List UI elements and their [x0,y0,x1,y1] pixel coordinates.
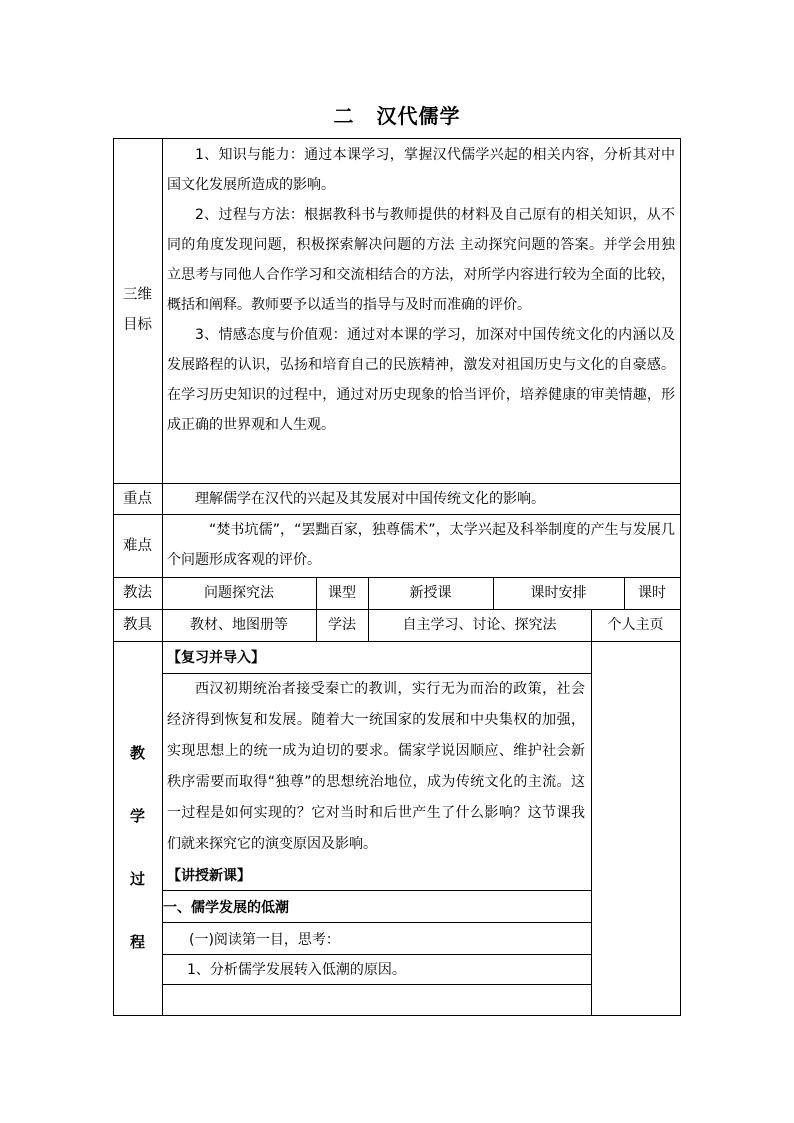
title-text: 汉代儒学 [376,104,461,128]
personal-page-label: 个人主页 [607,617,664,633]
review-text: 西汉初期统治者接受秦亡的教训，实行无为而治的政策，社会经济得到恢复和发展。随着大一统国家的发展和中央集权的加强，实现思想上的统一成为迫切的要求。儒家学说因顺应、维护社会新秩序需要而取得“独尊”的思想统治地位，成为传统文化的主流。这一过程是如何实现的？它对当时和后世产生了什么影响？这节课我们就来探究它的演变原因及影响。 [167,681,585,852]
review-heading: 【复习并导入】 [167,650,265,666]
key-point-label: 重点 [123,491,152,507]
study-method-label: 学法 [328,617,356,633]
process-label: 教 学 过 程 [129,744,145,951]
lesson-type-value: 新授课 [409,585,452,601]
objective-emotion: 3、情感态度与价值观：通过对本课的学习，加深对中国传统文化的内涵以及发展路程的认识，弘扬和培育自己的民族精神，激发对祖国历史与文化的自豪感。在学习历史知识的过程中，通过对历史现象的恰当评价，培养健康的审美情趣，形成正确的世界观和人生观。 [167,327,675,433]
subsection-1: (一)阅读第一目，思考： [189,932,340,948]
method-label: 教法 [123,585,152,601]
page-title [0,100,794,129]
tools-value: 教材、地图册等 [190,617,288,633]
schedule-value: 课时 [638,585,666,601]
tools-label: 教具 [123,617,152,633]
title-number: 二 [333,104,355,128]
question-1: 1、分析儒学发展转入低潮的原因。 [187,962,406,978]
difficulty-content: “焚书坑儒”，“罢黜百家，独尊儒术”，太学兴起及科举制度的产生与发展几个问题形成客观的评价。 [167,522,675,568]
objectives-label: 三维 目标 [123,287,152,333]
objective-knowledge: 1、知识与能力：通过本课学习，掌握汉代儒学兴起的相关内容，分析其对中国文化发展所造成的影响。 [167,147,675,193]
lesson-type-label: 课型 [328,585,356,601]
new-lesson-heading: 【讲授新课】 [167,868,251,884]
schedule-label: 课时安排 [530,585,587,601]
key-point-content: 理解儒学在汉代的兴起及其发展对中国传统文化的影响。 [195,491,545,507]
study-method-value: 自主学习、讨论、探究法 [402,617,557,633]
difficulty-label: 难点 [123,538,152,554]
method-value: 问题探究法 [204,585,274,601]
process-content [163,643,585,985]
objective-process: 2、过程与方法：根据教科书与教师提供的材料及自己原有的相关知识，从不同的角度发现问题，积极探索解决问题的方法 主动探究问题的答案。并学会用独立思考与同他人合作学习和交流相结合的方法，对所学内容进行较为全面的比较，概括和阐释。教师要予以适当的指导与及时而准确的评价。 [167,207,675,313]
objectives-content [167,140,675,440]
section-heading-1: 一、儒学发展的低潮 [163,900,289,916]
